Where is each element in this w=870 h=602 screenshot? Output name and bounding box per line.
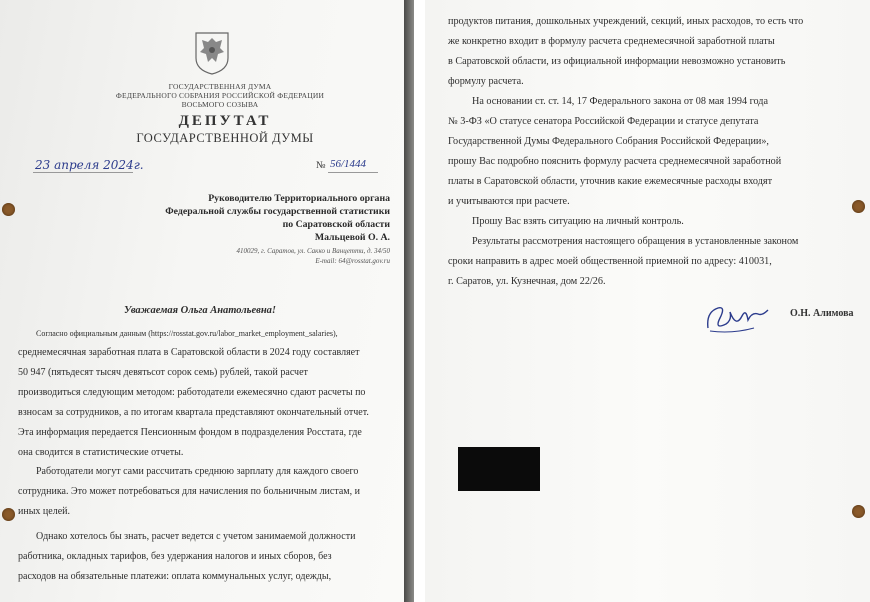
letterhead-subtitle: ГОСУДАРСТВЕННОЙ ДУМЫ — [136, 131, 314, 145]
body-line: она сводится в статистические отчеты. — [18, 447, 184, 458]
addressee-address: 410029, г. Саратов, ул. Сакко и Ванцетти, д. 34/50 — [236, 247, 390, 255]
body-line: и учитываются при расчете. — [448, 196, 570, 207]
page-shadow — [404, 0, 414, 602]
body-line: в Саратовской области, из официальной информации невозможно установить — [448, 56, 786, 67]
body-line: продуктов питания, дошкольных учреждений, секций, иных расходов, то есть что — [448, 16, 804, 27]
body-line: расходов на обязательные платежи: оплата коммунальных услуг, одежды, — [18, 571, 332, 582]
body-line: 50 947 (пятьдесят тысяч девятьсот сорок семь) рублей, такой расчет — [18, 367, 308, 378]
body-line: № 3-ФЗ «О статусе сенатора Российской Федерации и статусе депутата — [448, 116, 759, 127]
body-line: взносам за сотрудников, а по итогам квартала представляют окончательный отчет. — [18, 407, 369, 418]
addressee-email: E-mail: 64@rosstat.gov.ru — [315, 257, 390, 265]
coat-of-arms-icon — [192, 30, 232, 76]
body-line: работника, окладных тарифов, без удержания налогов и иных сборов, без — [18, 551, 332, 562]
punch-hole — [852, 200, 865, 213]
punch-hole — [2, 203, 15, 216]
body-line: сроки направить в адрес моей общественной приемной по адресу: 410031, — [448, 256, 772, 267]
number-label: № — [316, 160, 326, 171]
punch-hole — [852, 505, 865, 518]
body-line: Согласно официальным данным (https://rosstat.gov.ru/labor_market_employment_salaries), — [36, 329, 338, 338]
body-line: Однако хотелось бы знать, расчет ведется с учетом занимаемой должности — [36, 531, 356, 542]
letter-page-1 — [0, 0, 414, 602]
body-line: иных целей. — [18, 506, 70, 517]
body-line: сотрудника. Это может потребоваться для начисления по больничным листам, и — [18, 486, 360, 497]
addressee-line-4: Мальцевой О. А. — [314, 232, 390, 243]
date-handwritten: 23 апреля 2024г. — [35, 158, 144, 172]
body-line: платы в Саратовской области, уточнив какие ежемесячные расходы входят — [448, 176, 773, 187]
letterhead-title: ДЕПУТАТ — [178, 113, 272, 129]
body-line: Эта информация передается Пенсионным фондом в подразделения Росстата, где — [18, 427, 362, 438]
body-line: прошу Вас подробно пояснить формулу расчета среднемесячной заработной — [448, 156, 782, 167]
body-line: Работодатели могут сами рассчитать среднюю зарплату для каждого своего — [36, 466, 359, 477]
org-line-1: ГОСУДАРСТВЕННАЯ ДУМА — [168, 82, 272, 91]
addressee-line-3: по Саратовской области — [282, 219, 390, 230]
page-gap — [414, 0, 425, 602]
redaction-box — [458, 447, 540, 491]
body-line: Результаты рассмотрения настоящего обращения в установленные законом — [472, 236, 799, 247]
number-handwritten: 56/1444 — [330, 158, 367, 170]
org-line-2: ФЕДЕРАЛЬНОГО СОБРАНИЯ РОССИЙСКОЙ ФЕДЕРАЦИИ — [115, 91, 325, 100]
punch-hole — [2, 508, 15, 521]
body-line: среднемесячная заработная плата в Саратовской области в 2024 году составляет — [18, 347, 360, 358]
body-line: На основании ст. ст. 14, 17 Федерального закона от 08 мая 1994 года — [472, 96, 769, 107]
body-line: формулу расчета. — [448, 76, 524, 87]
body-line: же конкретно входит в формулу расчета среднемесячной заработной платы — [448, 36, 775, 47]
body-line: г. Саратов, ул. Кузнечная, дом 22/26. — [448, 276, 606, 287]
org-line-3: ВОСЬМОГО СОЗЫВА — [181, 100, 259, 109]
addressee-line-1: Руководителю Территориального органа — [208, 193, 390, 204]
date-underline — [33, 172, 133, 173]
body-line: производиться следующим методом: работодатели ежемесячно сдают расчеты по — [18, 387, 366, 398]
addressee-line-2: Федеральной службы государственной статистики — [165, 206, 390, 217]
signature-icon — [702, 298, 772, 338]
number-underline — [328, 172, 378, 173]
body-line: Прошу Вас взять ситуацию на личный контроль. — [472, 216, 684, 227]
body-line: Государственной Думы Федерального Собрания Российской Федерации», — [448, 136, 769, 147]
salutation: Уважаемая Ольга Анатольевна! — [124, 305, 276, 316]
signatory-name: О.Н. Алимова — [790, 308, 854, 319]
